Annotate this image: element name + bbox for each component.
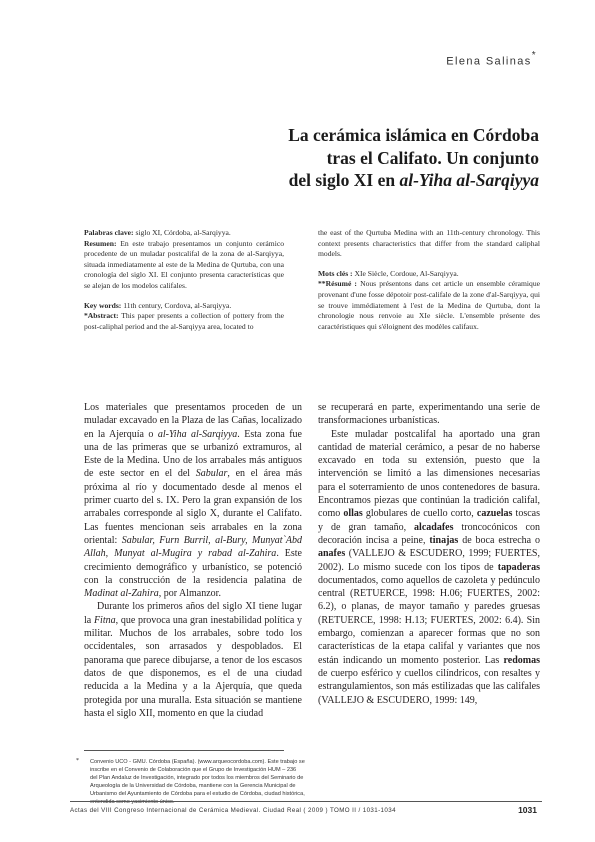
title-line-2: tras el Califato. Un conjunto (326, 147, 539, 168)
page-number: 1031 (518, 805, 537, 815)
abstract-right-column (318, 228, 540, 332)
body-paragraph: Durante los primeros años del siglo XI tiene lugar la Fitna, que provoca una gran inestabilidad política y militar. Muchos de los arrabales, sobre todo los occidentales, son arrasados y despoblados. El panorama que parece dibujarse, a tenor de los escasos datos de que disponemos, es el de una ciudad reducida a la Medina y a la Ajerquía, que queda protegida por una muralla. Esta situación se mantiene hasta el siglo XII, momento en que la ciudad (84, 601, 302, 719)
author-name: Elena Salinas* (446, 50, 537, 68)
palabras-clave: Palabras clave: siglo XI, Córdoba, al-Sarqiyya. (84, 228, 231, 237)
paper-title (160, 124, 539, 192)
body-left-column (84, 401, 302, 720)
resumen: Resumen: En este trabajo presentamos un conjunto cerámico procedente de un muladar postcalifal de la zona de al-Sarqiyya, situada inmediatamente al este de la Medina de Qurtuba, con una cronología del siglo XI. El conjunto presenta características que se alejan de los modelos califales. (84, 238, 284, 290)
key-words: Key words: 11th century, Cordova, al-Sarqiyya. (84, 300, 232, 310)
body-paragraph: Este muladar postcalifal ha aportado una gran cantidad de material cerámico, a pesar de no haberse excavado en toda su extensión, puesto que la intervención se limitó a las dimensiones necesarias para el soterramiento de unos contenedores de basura. Encontramos piezas que continúan la tradición califal, como ollas globulares de cuello corto, cazuelas toscas y de gran tamaño, alcadafes troncocónicos con decoración incisa a peine, tinajas de boca estrecha o anafes (VALLEJO & ESCUDERO, 1999; FUERTES, 2002). Lo mismo sucede con los tipos de tapaderas documentados, como aquellos de cazoleta y pedúnculo central (RETUERCE, 1998: H.06; FUERTES, 2002: 6.2), o planas, de mayor tamaño y paredes gruesas (RETUERCE, 1998: H.13; FUERTES, 2002: 6.4). Sin embargo, comienzan a aparecer formas que no son características de la etapa califal y variantes que nos están indicando un momento posterior. Las redomas de cuerpo esférico y cuellos cilíndricos, con resaltes y estrangulamientos, son más estilizadas que las califales (VALLEJO & ESCUDERO, 1999: 149, (318, 428, 540, 706)
body-paragraph: se recuperará en parte, experimentando una serie de transformaciones urbanísticas. (318, 402, 540, 427)
abstract-en: *Abstract: This paper presents a collection of pottery from the post-caliphal period and the al-Sarqiyya area, located to (84, 311, 284, 331)
body-right-column (318, 401, 540, 707)
body-paragraph: Los materiales que presentamos proceden de un muladar excavado en la Plaza de las Cañas, localizado en la Ajerquía o al-Yiha al-Sarqiyya. Esta zona fue una de las primeras que se urbanizó extramuros, al Este de la Medina. Uno de los arrabales más antiguos de este sector en el del Sabular, en el área más próxima al río y documentado desde al menos el primer cuarto del s. IX. Pero la gran expansión de los arrabales corresponde al siglo X, durante el Califato. Las fuentes mencionan seis arrabales en la zona oriental: Sabular, Furn Burril, al-Bury, Munyat`Abd Allah, Munyat al-Mugira y rabad al-Zahira. Este crecimiento demográfico y urbanístico, se potenció con la construcción de la residencia palatina de Madinat al-Zahira, por Almanzor. (84, 402, 302, 600)
footer-citation: Actas del VIII Congreso Internacional de Cerámica Medieval. Ciudad Real ( 2009 ) TOMO II / 1031-1034 (70, 807, 396, 814)
title-line-1: La cerámica islámica en Córdoba (288, 125, 539, 145)
mots-cles: Mots clés : XIe Siècle, Cordoue, Al-Sarqiyya. (318, 268, 459, 278)
resume-fr: **Résumé : Nous présentons dans cet article un ensemble céramique provenant d'une fosse dépotoir post-califale de la zone d'al-Sarqiyya, qui se trouve immédiatement à l'est de la Medina de Qurtuba, dont la chronologie nous renvoie au XIe siècle. L'ensemble présente des caractéristiques qui s'éloignent des modèles califaux. (318, 279, 541, 331)
footnote-mark: * (76, 758, 79, 764)
footer-divider (70, 801, 542, 802)
abstract-en-continued: the east of the Qurtuba Medina with an 11th-century chronology. This context presents characteristics that differ from the standard caliphal models. (318, 228, 540, 259)
abstract-left-column (84, 228, 284, 332)
title-italic-place: al-Yiha al-Sarqiyya (399, 170, 539, 190)
footnote-divider (84, 750, 284, 751)
footnote: Convenio UCO - GMU. Córdoba (España). (www.arqueocordoba.com). Este trabajo se inscribe en el Convenio de Colaboración que el Grupo de Investigación HUM – 236 del Plan Andaluz de Investigación, integrado por todos los miembros del Seminario de Arqueología de la Universidad de Córdoba, mantiene con la Gerencia Municipal de Urbanismo del Ayuntamiento de Córdoba para el estudio de Córdoba, ciudad histórica, entendida como yacimiento único. (90, 759, 305, 806)
author-footnote-mark: * (531, 50, 537, 61)
title-line-3: del siglo XI en al-Yiha al-Sarqiyya (288, 170, 539, 190)
